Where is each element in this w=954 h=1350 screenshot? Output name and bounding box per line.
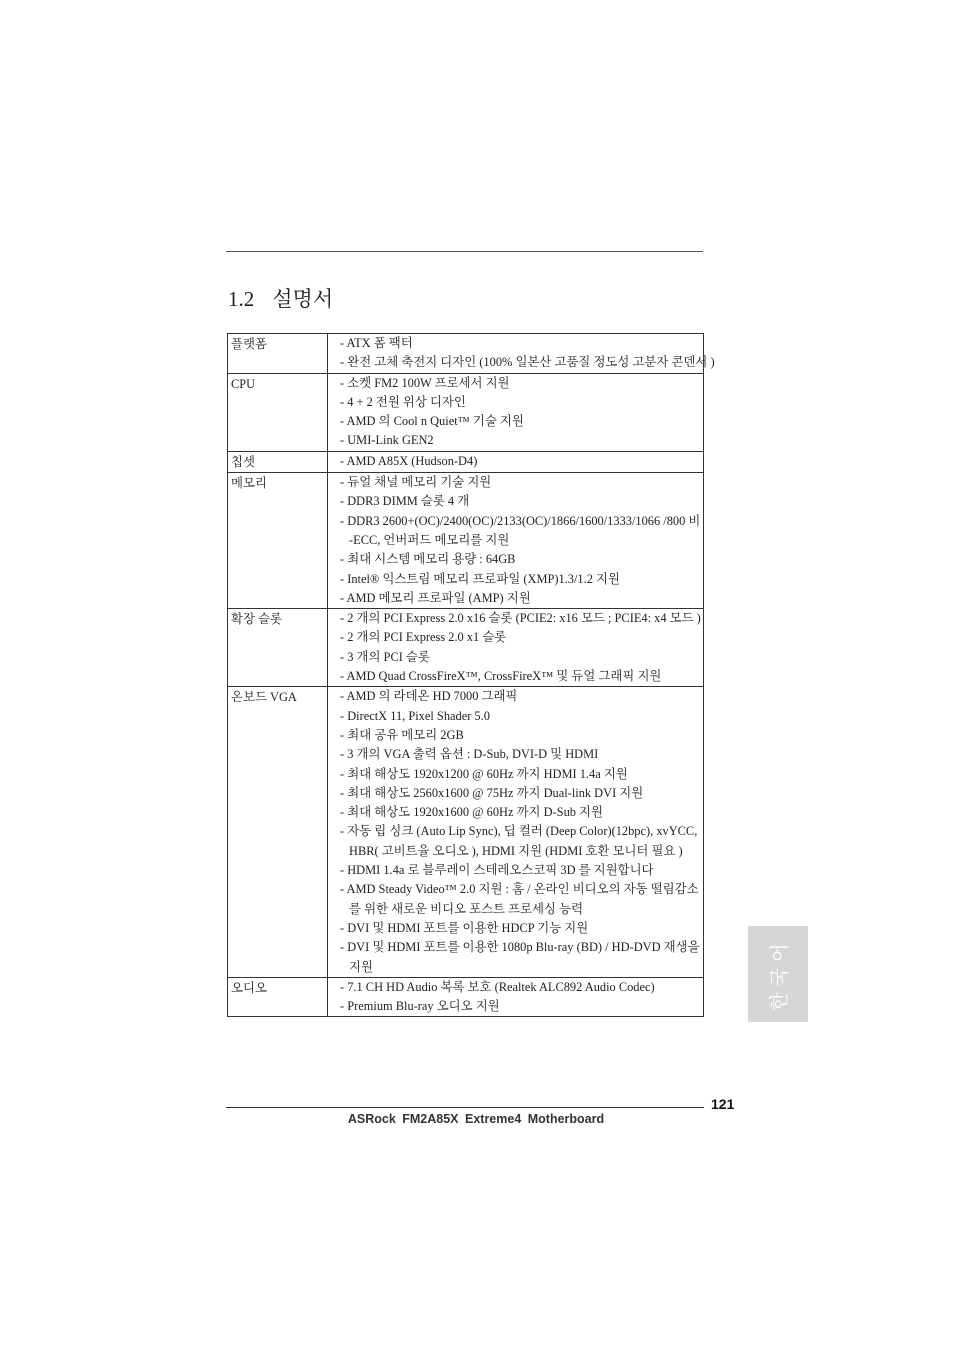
spec-value-line: - HDMI 1.4a 로 블루레이 스테레오스코픽 3D 를 지원합니다 bbox=[340, 863, 654, 878]
spec-label: 메모리 bbox=[228, 473, 328, 609]
spec-value-line: - 3 개의 VGA 출력 옵션 : D-Sub, DVI-D 및 HDMI bbox=[340, 747, 599, 762]
spec-value-line: - ATX 폼 팩터 bbox=[340, 336, 413, 350]
spec-row bbox=[228, 687, 704, 977]
spec-value-line: - DirectX 11, Pixel Shader 5.0 bbox=[340, 708, 490, 723]
spec-value-line: - Intel® 익스트림 메모리 프로파일 (XMP)1.3/1.2 지원 bbox=[340, 571, 620, 586]
spec-value-line: - AMD 의 라데온 HD 7000 그래픽 bbox=[340, 689, 518, 704]
spec-label: 플랫폼 bbox=[228, 334, 328, 374]
spec-values bbox=[328, 373, 704, 451]
spec-values bbox=[328, 687, 704, 977]
spec-values bbox=[328, 473, 704, 609]
spec-label: CPU bbox=[228, 373, 328, 451]
spec-label: 확장 슬롯 bbox=[228, 609, 328, 687]
bottom-rule bbox=[226, 1107, 704, 1108]
spec-value-line: - DVI 및 HDMI 포트를 이용한 HDCP 기능 지원 bbox=[340, 920, 589, 935]
spec-row bbox=[228, 373, 704, 451]
spec-value-line: - 2 개의 PCI Express 2.0 x1 슬롯 bbox=[340, 630, 507, 645]
spec-row bbox=[228, 473, 704, 609]
section-number: 1.2 bbox=[228, 287, 255, 311]
language-tab bbox=[748, 926, 808, 1022]
spec-value-line: - DVI 및 HDMI 포트를 이용한 1080p Blu-ray (BD) / HD-DVD 재생을 지원 bbox=[340, 940, 700, 974]
spec-label: 온보드 VGA bbox=[228, 687, 328, 977]
spec-value-line: - 최대 해상도 1920x1200 @ 60Hz 까지 HDMI 1.4a 지원 bbox=[340, 766, 628, 781]
spec-value-line: - DDR3 2600+(OC)/2400(OC)/2133(OC)/1866/1600/1333/1066 /800 비 -ECC, 언버퍼드 메모리를 지원 bbox=[340, 513, 701, 547]
spec-value-line: - 7.1 CH HD Audio 복록 보호 (Realtek ALC892 Audio Codec) bbox=[340, 979, 655, 994]
spec-value-line: - 자동 립 싱크 (Auto Lip Sync), 딥 컬러 (Deep Color)(12bpc), xvYCC, HBR( 고비트율 오디오 ), HDMI 지원 (HDMI 호환 모니터 필요 ) bbox=[340, 824, 698, 858]
spec-value-line: - Premium Blu-ray 오디오 지원 bbox=[340, 999, 500, 1014]
spec-value-line: - AMD A85X (Hudson-D4) bbox=[340, 453, 478, 468]
spec-value-line: - 2 개의 PCI Express 2.0 x16 슬롯 (PCIE2: x16 모드 ; PCIE4: x4 모드 ) bbox=[340, 611, 701, 626]
spec-value-line: - UMI-Link GEN2 bbox=[340, 433, 434, 448]
spec-value-line: - 최대 해상도 1920x1600 @ 60Hz 까지 D-Sub 지원 bbox=[340, 805, 603, 820]
spec-row bbox=[228, 977, 704, 1017]
spec-value-line: - 완전 고체 축전지 디자인 (100% 일본산 고품질 정도성 고분자 콘덴서 ) bbox=[340, 355, 715, 370]
spec-label: 칩셋 bbox=[228, 451, 328, 472]
spec-label: 오디오 bbox=[228, 977, 328, 1017]
spec-value-line: - 듀얼 채널 메모리 기술 지원 bbox=[340, 475, 492, 490]
page-number: 121 bbox=[711, 1096, 735, 1112]
spec-value-line: - 3 개의 PCI 슬롯 bbox=[340, 649, 430, 664]
footer-text: ASRock FM2A85X Extreme4 Motherboard bbox=[347, 1112, 605, 1126]
spec-table-body bbox=[228, 334, 715, 1017]
section-title: 설명서 bbox=[272, 287, 334, 311]
spec-value-line: - AMD Quad CrossFireX™, CrossFireX™ 및 듀얼 그래픽 지원 bbox=[340, 669, 662, 684]
spec-value-line: - AMD 의 Cool n Quiet™ 기술 지원 bbox=[340, 414, 524, 429]
spec-values bbox=[328, 334, 715, 374]
spec-value-line: - 4 + 2 전원 위상 디자인 bbox=[340, 394, 466, 409]
spec-value-line: - 소켓 FM2 100W 프로세서 지원 bbox=[340, 375, 510, 390]
spec-value-line: - DDR3 DIMM 슬롯 4 개 bbox=[340, 494, 470, 509]
spec-row bbox=[228, 451, 704, 472]
spec-values bbox=[328, 451, 704, 472]
spec-values bbox=[328, 609, 704, 687]
spec-value-line: - 최대 공유 메모리 2GB bbox=[340, 727, 464, 742]
spec-value-line: - 최대 해상도 2560x1600 @ 75Hz 까지 Dual-link DVI 지원 bbox=[340, 785, 644, 800]
language-tab-label: 한국어 bbox=[768, 937, 791, 1011]
spec-value-line: - AMD 메모리 프로파일 (AMP) 지원 bbox=[340, 590, 531, 605]
section-heading bbox=[228, 283, 333, 313]
spec-row bbox=[228, 609, 704, 687]
spec-row bbox=[228, 334, 704, 374]
spec-values bbox=[328, 977, 704, 1017]
spec-value-line: - 최대 시스템 메모리 용량 : 64GB bbox=[340, 552, 516, 567]
spec-table bbox=[227, 333, 715, 1017]
spec-value-line: - AMD Steady Video™ 2.0 지원 : 홈 / 온라인 비디오의 자동 떨림감소를 위한 새로운 비디오 포스트 프로세싱 능력 bbox=[340, 882, 699, 916]
top-rule bbox=[226, 251, 703, 252]
